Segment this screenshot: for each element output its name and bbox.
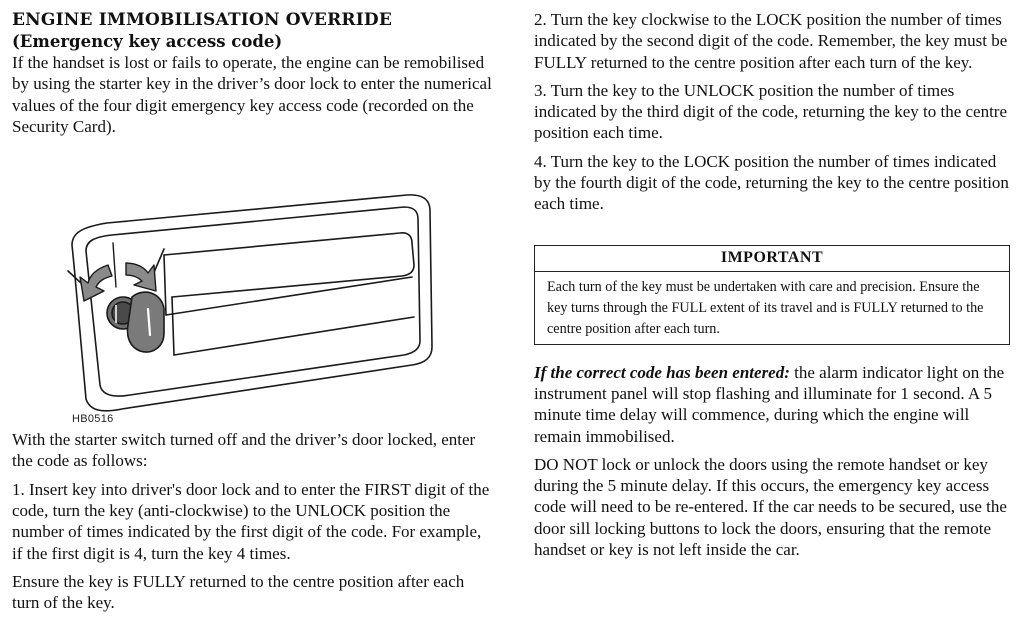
- important-box: [534, 245, 1010, 345]
- ensure-note: Ensure the key is FULLY returned to the centre position after each turn of the key.: [12, 571, 465, 613]
- left-column: [12, 0, 492, 614]
- step-4: 4. Turn the key to the LOCK position the number of times indicated by the fourth digit of the code, returning the key to the centre position each time.: [534, 151, 1009, 214]
- correct-code-text: the alarm indicator light on the instrument panel will stop flashing and illuminate for 1 second. A 5 minute time delay will commence, during which the engine will remain immobilised.: [534, 362, 1005, 446]
- intro-paragraph: If the handset is lost or fails to operate, the engine can be remobilised by using the starter key in the driver’s door lock to enter the numerical values of the four digit emergency key access code (recorded on the Security Card).: [12, 53, 492, 136]
- section-subheading: (Emergency key access code): [12, 32, 283, 51]
- figure-label: HB0516: [72, 413, 114, 426]
- correct-code-paragraph: [534, 362, 1010, 447]
- correct-code-lead: If the correct code has been entered:: [534, 362, 790, 382]
- right-column: [534, 0, 1010, 560]
- important-body: Each turn of the key must be undertaken with care and precision. Ensure the key turns through the FULL extent of its travel and is FULLY returned to the centre position after each turn.: [547, 278, 984, 337]
- section-heading: ENGINE IMMOBILISATION OVERRIDE: [12, 10, 392, 30]
- do-not-paragraph: DO NOT lock or unlock the doors using the remote handset or key during the 5 minute delay. If this occurs, the emergency key access code will need to be re-entered. If the car needs to be secured, use the door sill locking buttons to lock the doors, ensuring that the remote handset or key is not left inside the car.: [534, 454, 1007, 560]
- step-3: 3. Turn the key to the UNLOCK position the number of times indicated by the third digit of the code, returning the key to the centre position each time.: [534, 80, 1008, 143]
- important-title: IMPORTANT: [535, 246, 1009, 272]
- key-icon: [107, 292, 164, 352]
- step-2: 2. Turn the key clockwise to the LOCK position the number of times indicated by the second digit of the code. Remember, the key must be FULLY returned to the centre position after each turn of the key.: [534, 10, 1008, 72]
- instructions-intro: With the starter switch turned off and the driver’s door locked, enter the code as follows:: [12, 430, 476, 471]
- step-1: 1. Insert key into driver's door lock and to enter the FIRST digit of the code, turn the key (anti-clockwise) to the UNLOCK position the number of times indicated by the first digit of the code. For example, if the first digit is 4, turn the key 4 times.: [12, 479, 490, 563]
- door-lock-key-illustration: [12, 137, 492, 429]
- door-lock-figure: [12, 137, 492, 429]
